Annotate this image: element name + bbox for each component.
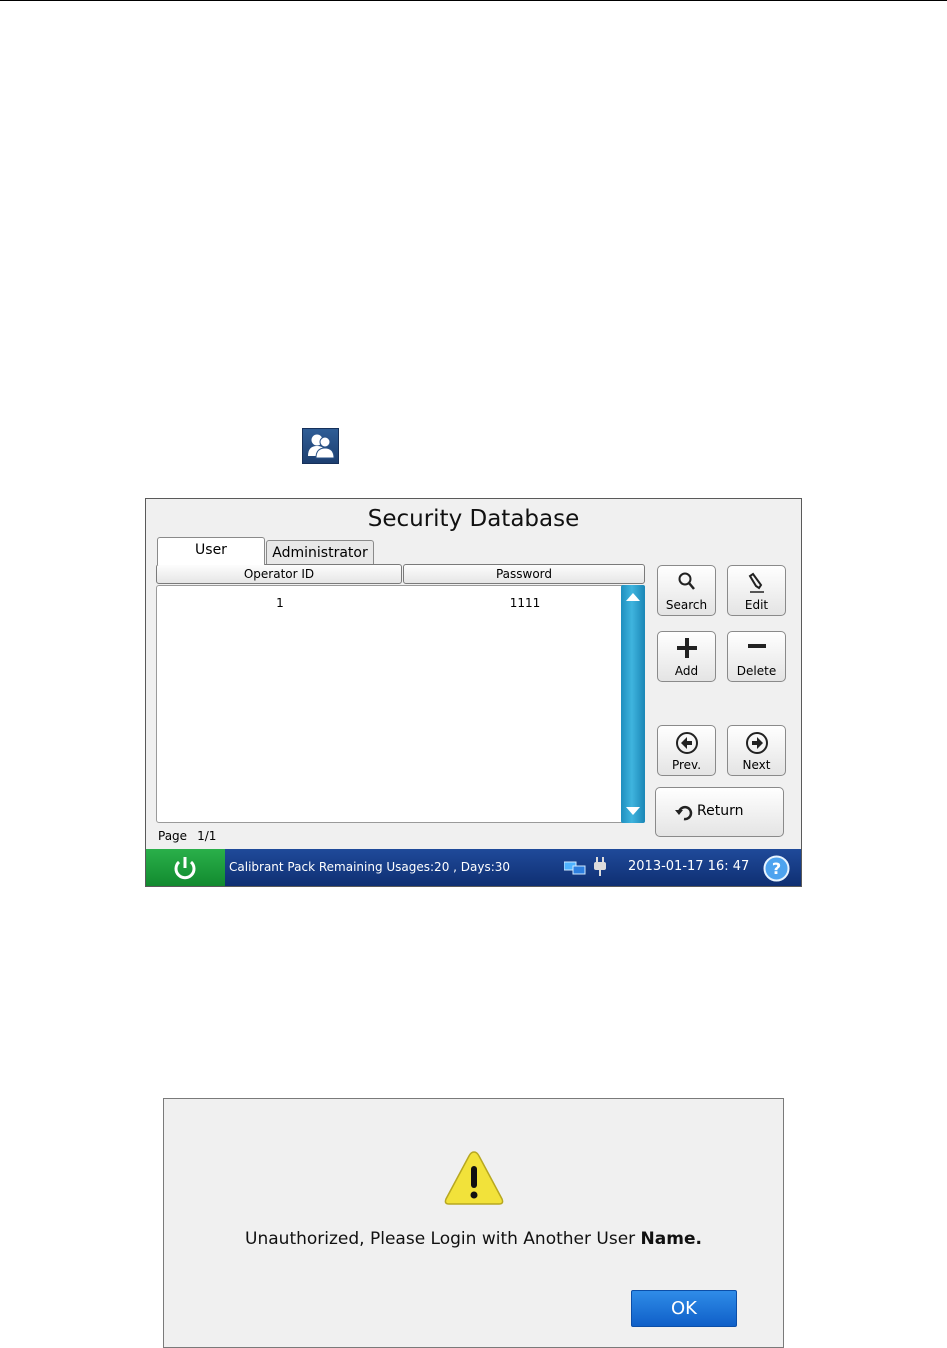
date-time: 2013-01-17 16: 47 <box>628 859 750 874</box>
next-page-button[interactable] <box>727 725 786 776</box>
power-icon <box>171 854 199 882</box>
help-icon[interactable] <box>763 855 790 882</box>
delete-button[interactable] <box>727 631 786 682</box>
minus-icon <box>728 637 785 663</box>
search-button-label: Search <box>665 598 708 612</box>
plug-icon <box>592 857 608 877</box>
status-bar <box>146 849 801 886</box>
users-icon <box>302 428 339 464</box>
cell-password: 1111 <box>509 596 541 610</box>
page-label: Page <box>158 829 188 843</box>
next-button-label: Next <box>742 758 771 772</box>
plus-icon <box>658 637 715 663</box>
power-button[interactable] <box>146 849 225 886</box>
return-button-label: Return <box>697 803 744 819</box>
edit-button[interactable] <box>727 565 786 616</box>
page-top-rule <box>0 0 947 1</box>
delete-button-label: Delete <box>736 664 777 678</box>
dialog-message-text: Unauthorized, Please Login with Another User <box>245 1229 641 1249</box>
unauthorized-dialog <box>163 1098 784 1348</box>
cell-operator-id: 1 <box>276 596 284 610</box>
return-button[interactable] <box>655 787 784 837</box>
dialog-message-bold: Name. <box>640 1229 702 1249</box>
page-indicator <box>158 829 226 843</box>
screen-title: Security Database <box>367 506 580 532</box>
tab-administrator[interactable]: Administrator <box>266 540 374 564</box>
calibrant-status-text: Calibrant Pack Remaining Usages:20 , Days:30 <box>229 860 511 874</box>
arrow-left-icon <box>658 731 715 757</box>
network-icon <box>564 860 586 876</box>
scroll-up-arrow-icon[interactable] <box>621 585 645 609</box>
page-value: 1/1 <box>197 829 217 843</box>
arrow-right-icon <box>728 731 785 757</box>
edit-button-label: Edit <box>744 598 769 612</box>
table-row[interactable] <box>157 593 619 613</box>
list-scrollbar[interactable] <box>621 585 645 823</box>
search-icon <box>658 571 715 597</box>
add-button-label: Add <box>674 664 699 678</box>
edit-pen-icon <box>728 571 785 597</box>
scroll-down-arrow-icon[interactable] <box>621 799 645 823</box>
column-header-password[interactable]: Password <box>403 564 645 584</box>
column-header-operator-id[interactable]: Operator ID <box>156 564 402 584</box>
prev-button-label: Prev. <box>671 758 702 772</box>
svg-text:?: ? <box>771 859 782 878</box>
warning-icon <box>443 1149 505 1207</box>
ok-button[interactable]: OK <box>631 1290 737 1327</box>
dialog-message <box>164 1229 783 1249</box>
return-icon <box>674 804 694 822</box>
add-button[interactable] <box>657 631 716 682</box>
search-button[interactable] <box>657 565 716 616</box>
security-database-screen <box>145 498 802 887</box>
user-list <box>156 585 645 823</box>
tab-user[interactable]: User <box>157 537 265 565</box>
prev-page-button[interactable] <box>657 725 716 776</box>
